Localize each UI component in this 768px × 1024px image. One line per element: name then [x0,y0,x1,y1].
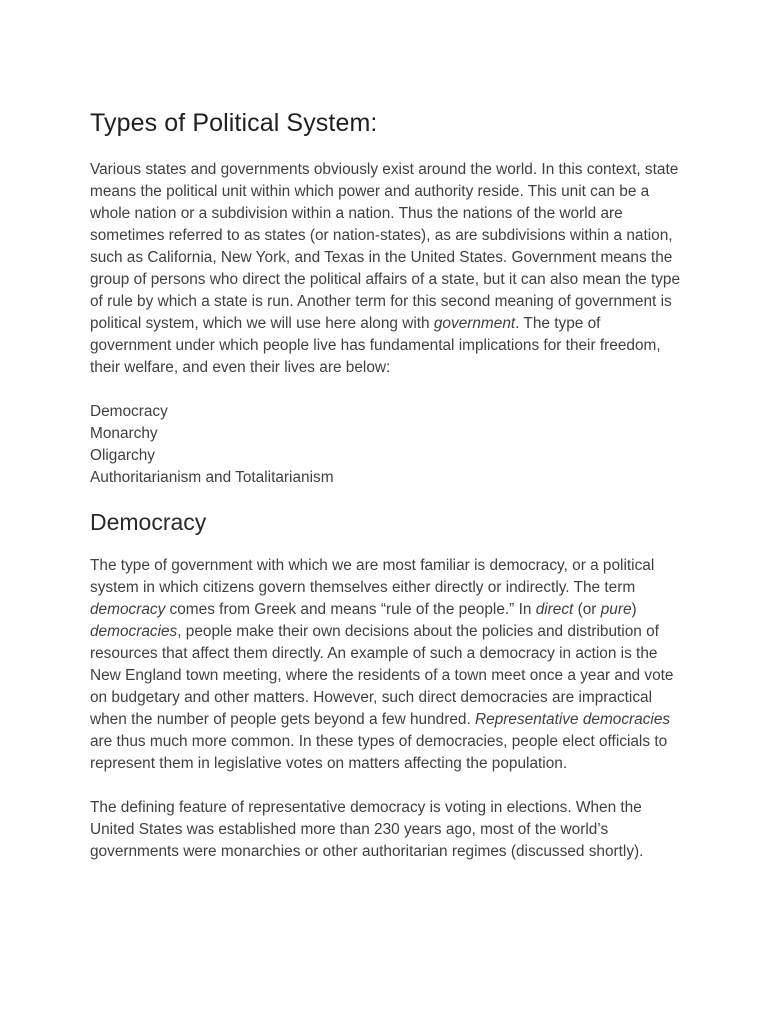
intro-emphasis-government: government [433,315,516,332]
democracy-text-d: ) [631,601,637,618]
intro-text-1: Various states and governments obviously exist around the world. In this context, state means the political unit within which power and authority reside. This unit can be a whole nation or a subdivision within a nation. Thus the nations of the world are sometimes referred to as states (or nation-states), as are subdivisions within a nation, such as California, New York, and Texas in the United States. Government means the group of persons who direct the political affairs of a state, but it can also mean the type of rule by which a state is run. Another term for this second meaning of government is political system, which we will use here along with [90,161,681,332]
page-title: Types of Political System: [90,109,378,137]
section-heading-democracy: Democracy [90,509,207,535]
emphasis-pure: pure [600,601,632,618]
emphasis-democracy: democracy [90,601,166,618]
emphasis-democracies: democracies [90,623,178,640]
political-types-list [90,401,682,489]
list-item: Monarchy [90,425,158,442]
democracy-text-f: are thus much more common. In these types of democracies, people elect officials to represent them in legislative votes on matters affecting the population. [90,733,668,772]
intro-paragraph [90,159,682,379]
list-item: Oligarchy [90,447,156,464]
democracy-text-e: , people make their own decisions about the policies and distribution of resources that affect them directly. An example of such a democracy in action is the New England town meeting, where the residents of a town meet once a year and vote on budgetary and other matters. However, such direct democracies are impractical when the number of people gets beyond a few hundred. [90,623,674,728]
document-body [90,106,682,885]
emphasis-representative-democracies: Representative democracies [475,711,671,728]
emphasis-direct: direct [535,601,574,618]
democracy-text-a: The type of government with which we are most familiar is democracy, or a political system in which citizens govern themselves either directly or indirectly. The term [90,557,655,596]
democracy-text-c: (or [573,601,601,618]
intro-text-2: . The type of government under which people live has fundamental implications for their freedom, their welfare, and even their lives are below: [90,315,661,376]
democracy-paragraph-1 [90,555,682,775]
democracy-text-b: comes from Greek and means “rule of the people.” In [165,601,536,618]
list-item: Authoritarianism and Totalitarianism [90,469,334,486]
democracy-paragraph-2: The defining feature of representative democracy is voting in elections. When the United States was established more than 230 years ago, most of the world’s governments were monarchies or other authoritarian regimes (discussed shortly). [90,799,644,860]
list-item: Democracy [90,403,168,420]
